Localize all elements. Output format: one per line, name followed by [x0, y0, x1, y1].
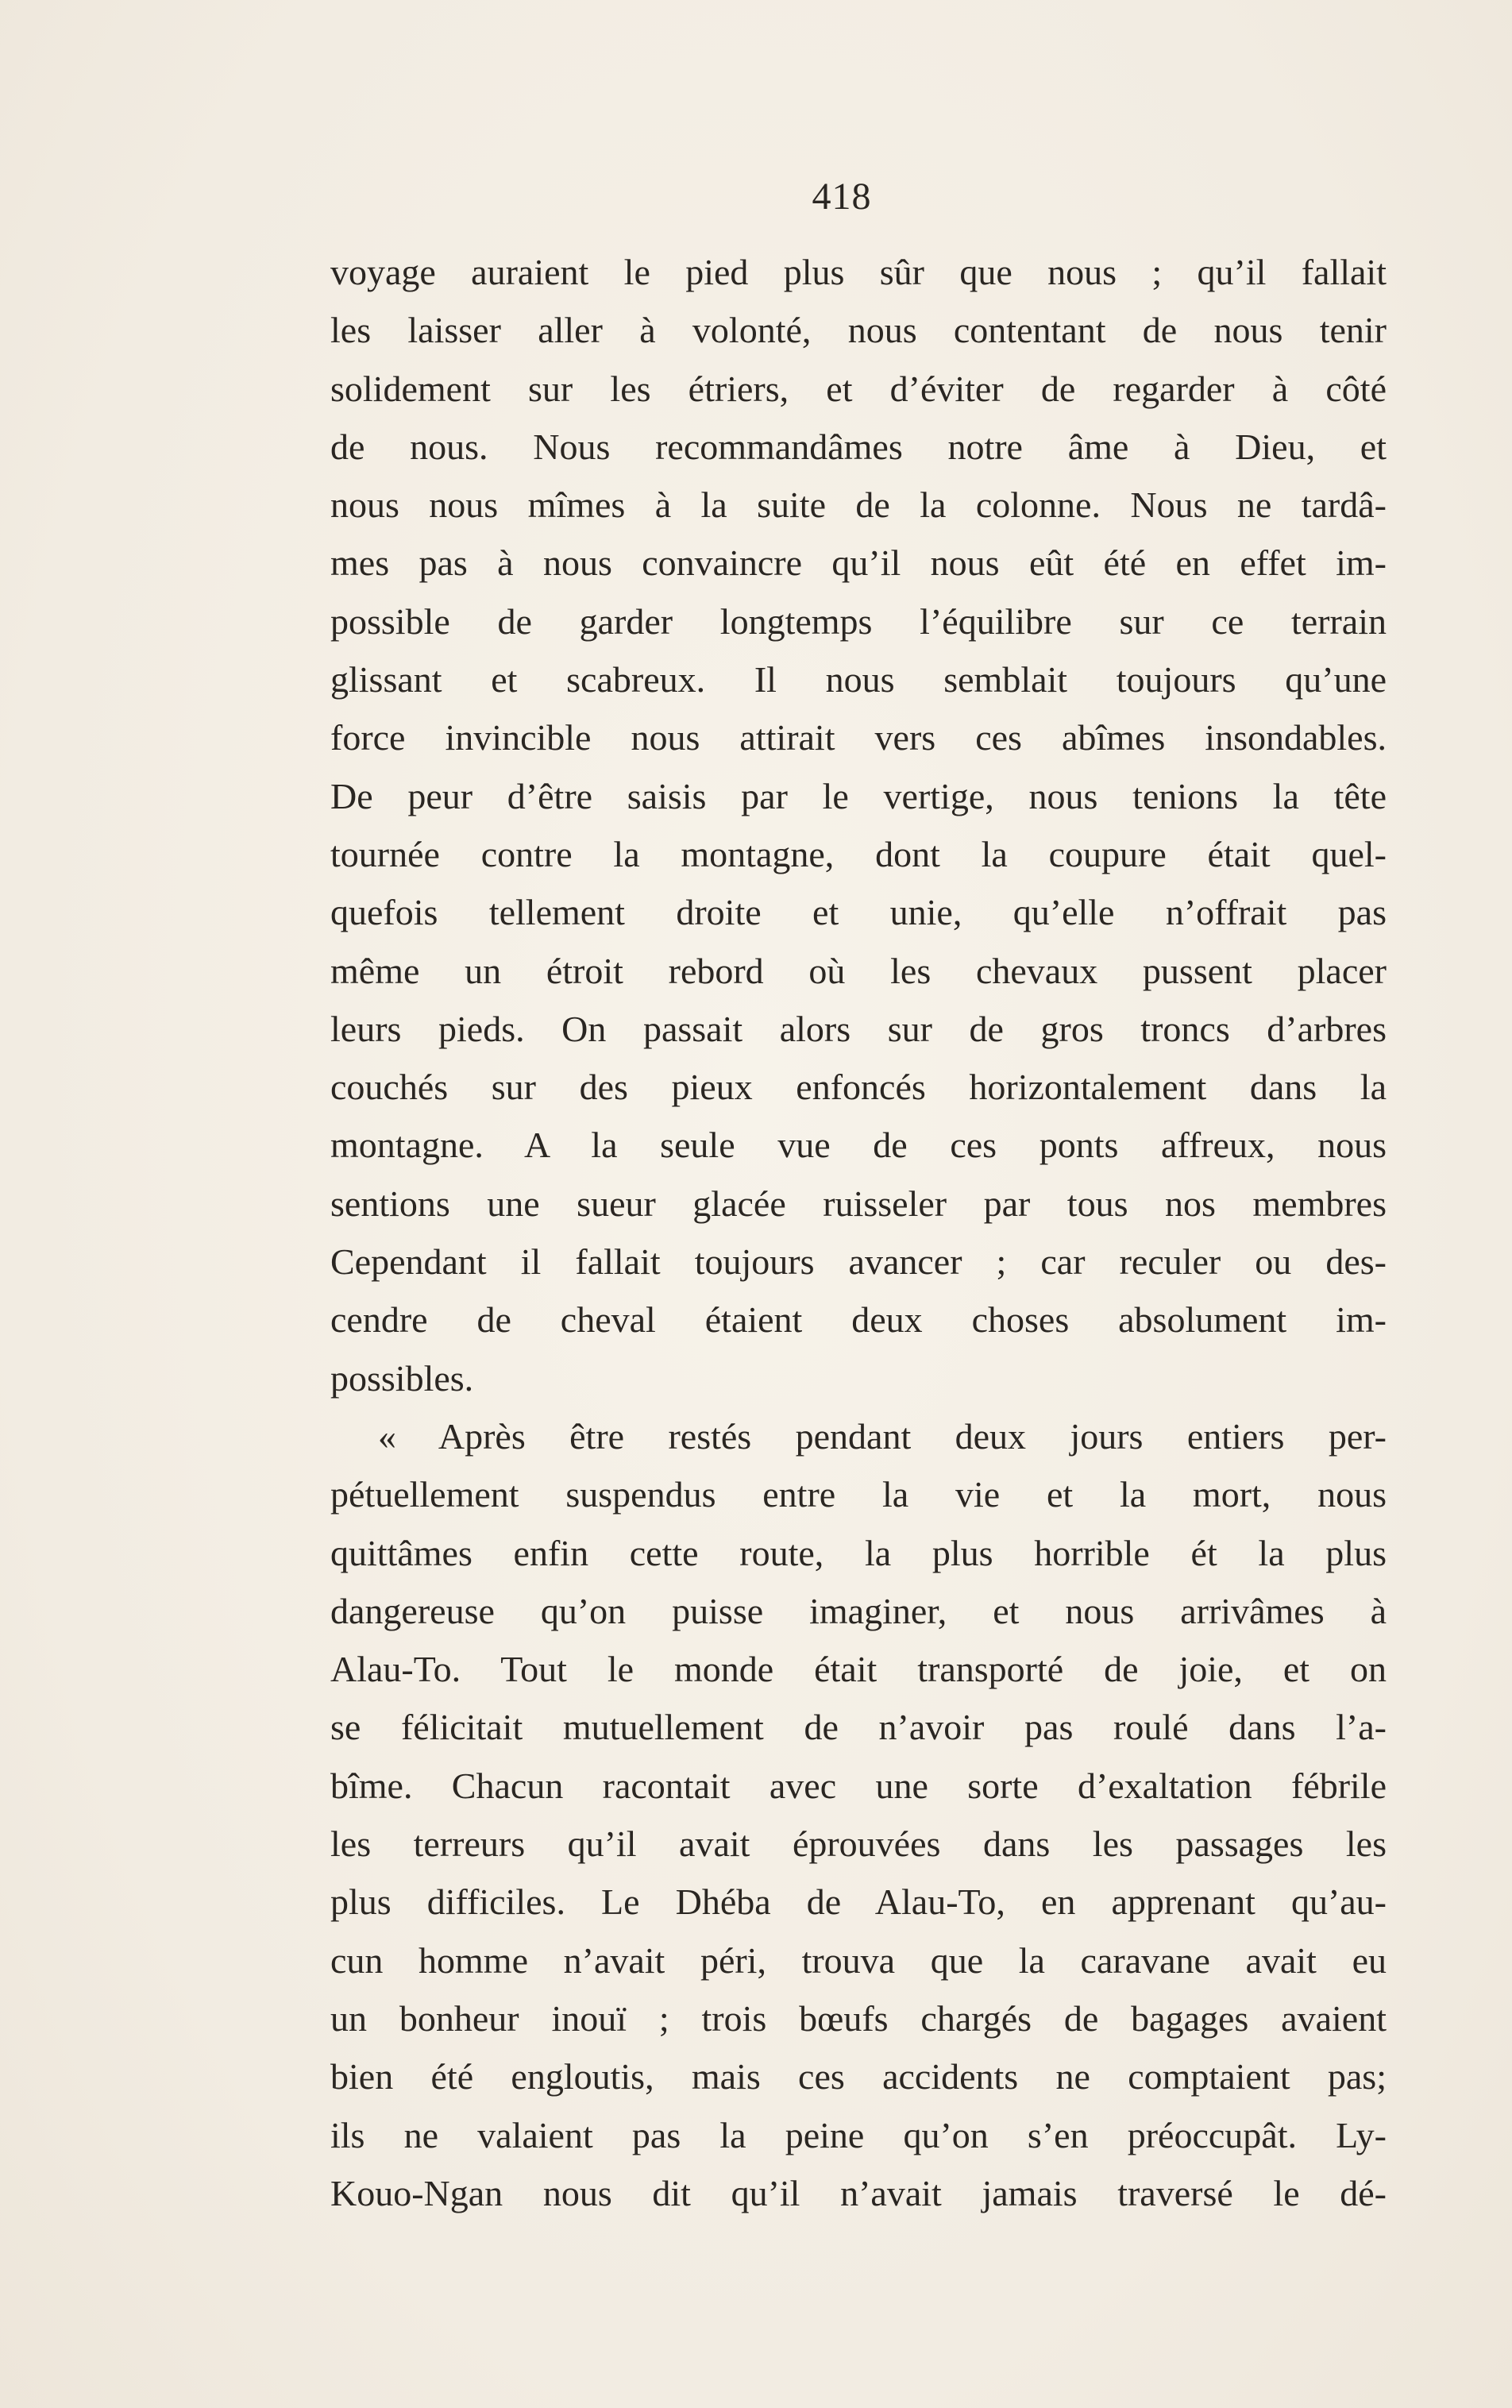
text-line: solidement sur les étriers, et d’éviter de regarder à côté — [330, 368, 1387, 409]
text-line: Alau-To. Tout le monde était transporté de joie, et on — [330, 1649, 1387, 1690]
text-line: bien été engloutis, mais ces accidents ne comptaient pas; — [330, 2056, 1387, 2097]
text-line: leurs pieds. On passait alors sur de gros troncs d’arbres — [330, 1008, 1387, 1049]
text-line: un bonheur inouï ; trois bœufs chargés de bagages avaient — [330, 1997, 1387, 2039]
paragraph-start-line: « Après être restés pendant deux jours entiers per- — [378, 1415, 1387, 1457]
text-line: sentions une sueur glacée ruisseler par tous nos membres — [330, 1183, 1387, 1224]
text-line: pétuellement suspendus entre la vie et la mort, nous — [330, 1474, 1387, 1515]
text-line: tournée contre la montagne, dont la coupure était quel- — [330, 833, 1387, 874]
text-line: couchés sur des pieux enfoncés horizontalement dans la — [330, 1067, 1387, 1108]
text-line: quefois tellement droite et unie, qu’elle n’offrait pas — [330, 892, 1387, 933]
text-line: bîme. Chacun racontait avec une sorte d’exaltation fébrile — [330, 1765, 1387, 1806]
text-line: Kouo-Ngan nous dit qu’il n’avait jamais traversé le dé- — [330, 2172, 1387, 2213]
text-line: montagne. A la seule vue de ces ponts affreux, nous — [330, 1125, 1387, 1166]
text-line: cendre de cheval étaient deux choses absolument im- — [330, 1299, 1387, 1341]
text-line: les laisser aller à volonté, nous contentant de nous tenir — [330, 310, 1387, 351]
text-line: nous nous mîmes à la suite de la colonne. Nous ne tardâ- — [330, 484, 1387, 526]
text-line: les terreurs qu’il avait éprouvées dans les passages les — [330, 1823, 1387, 1865]
text-line: même un étroit rebord où les chevaux pussent placer — [330, 950, 1387, 991]
text-line: ils ne valaient pas la peine qu’on s’en préoccupât. Ly- — [330, 2114, 1387, 2155]
page-number: 418 — [812, 176, 872, 218]
text-line: de nous. Nous recommandâmes notre âme à Dieu, et — [330, 426, 1387, 467]
text-line: glissant et scabreux. Il nous semblait toujours qu’une — [330, 659, 1387, 700]
text-line: dangereuse qu’on puisse imaginer, et nous arrivâmes à — [330, 1590, 1387, 1631]
text-line: De peur d’être saisis par le vertige, nous tenions la tête — [330, 775, 1387, 816]
paragraph-end-line: possibles. — [330, 1357, 474, 1399]
text-line: cun homme n’avait péri, trouva que la caravane avait eu — [330, 1939, 1387, 1981]
body-text — [330, 243, 1387, 2222]
text-line: Cependant il fallait toujours avancer ; car reculer ou des- — [330, 1241, 1387, 1283]
text-line: se félicitait mutuellement de n’avoir pas roulé dans l’a- — [330, 1707, 1387, 1748]
text-line: force invincible nous attirait vers ces abîmes insondables. — [330, 717, 1387, 758]
text-line: possible de garder longtemps l’équilibre sur ce terrain — [330, 600, 1387, 642]
text-line: quittâmes enfin cette route, la plus horrible ét la plus — [330, 1532, 1387, 1573]
text-line: voyage auraient le pied plus sûr que nous ; qu’il fallait — [330, 252, 1387, 292]
text-line: plus difficiles. Le Dhéba de Alau-To, en apprenant qu’au- — [330, 1881, 1387, 1923]
text-line: mes pas à nous convaincre qu’il nous eût été en effet im- — [330, 542, 1387, 584]
